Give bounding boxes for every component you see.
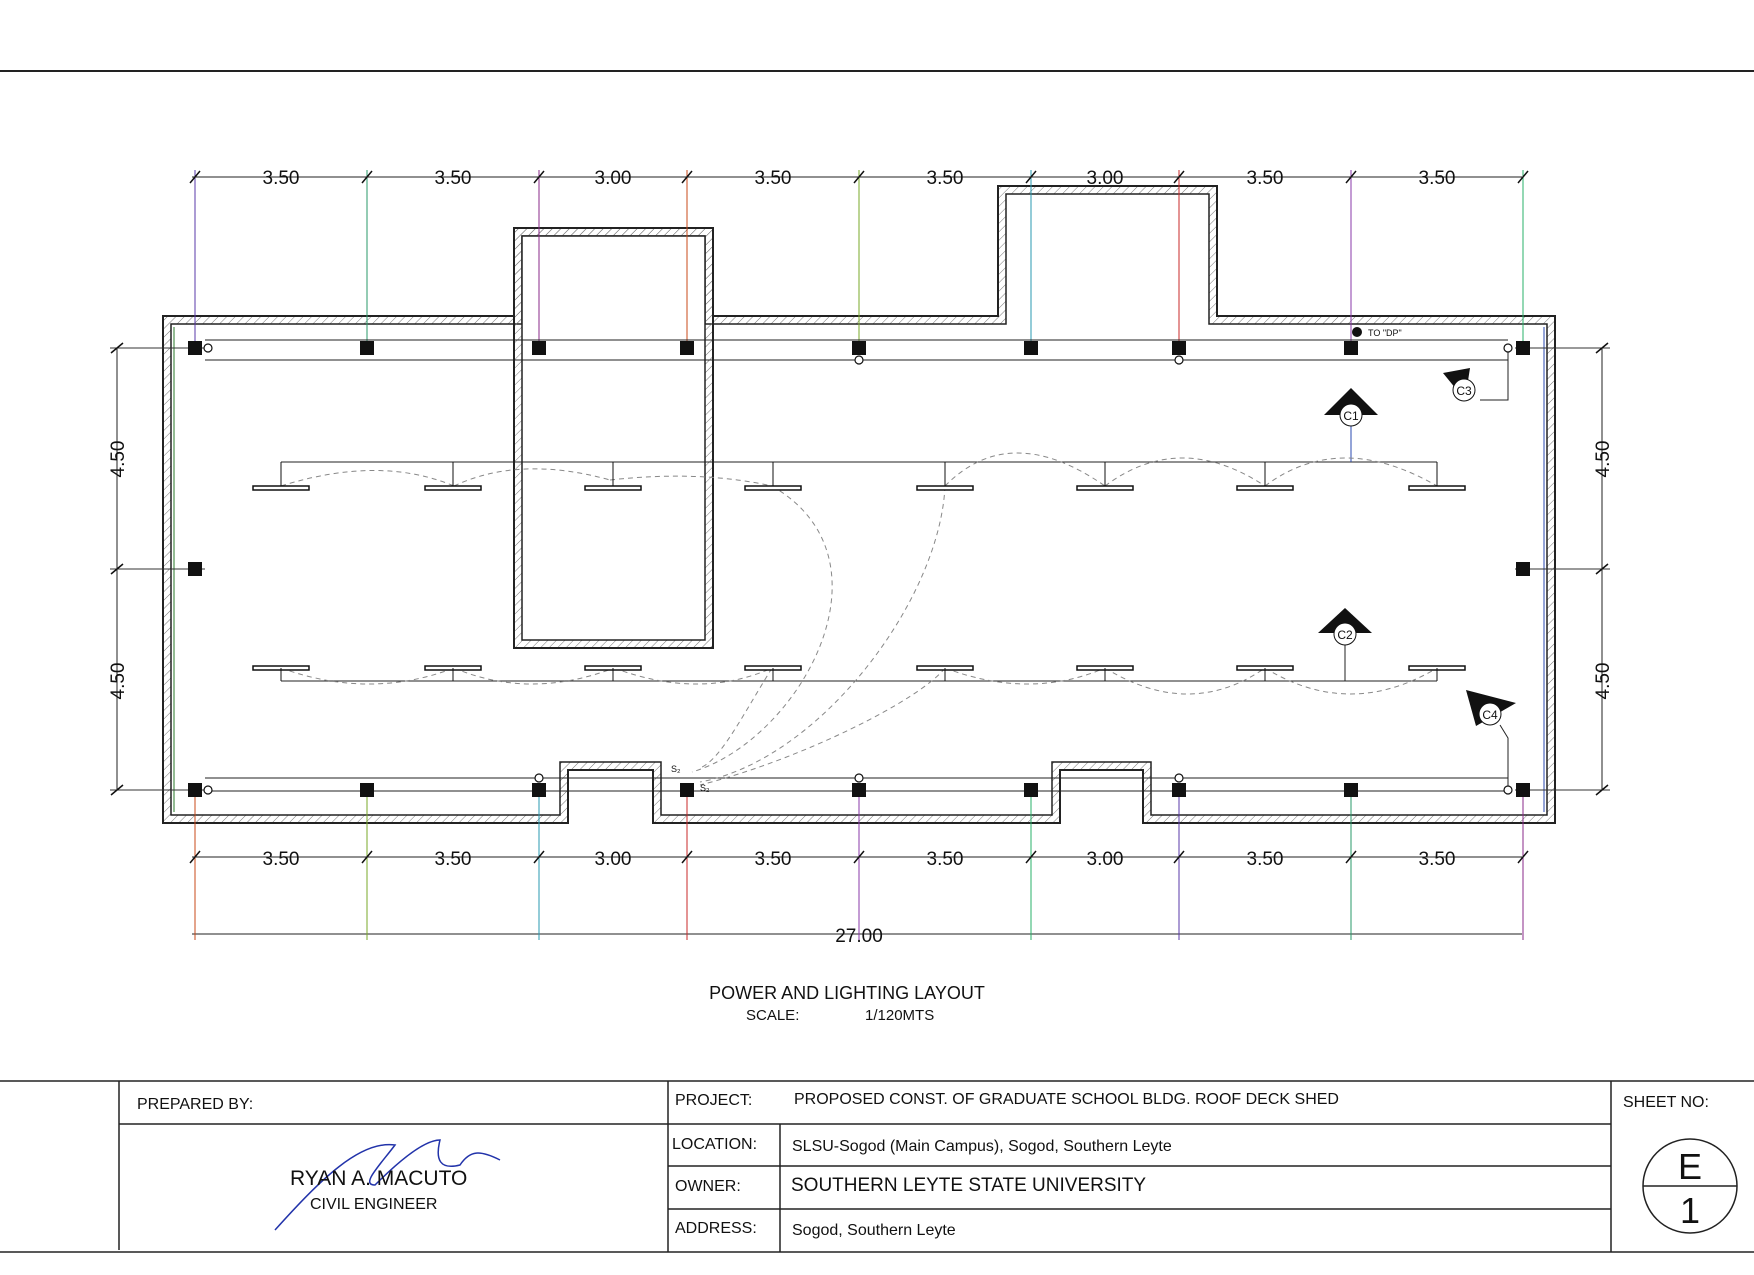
bottom-dim-7: 3.50 <box>1246 849 1284 870</box>
column-marker <box>852 341 866 355</box>
fluorescent-fixture <box>585 486 641 490</box>
prepared-by-label: PREPARED BY: <box>137 1096 254 1113</box>
outlet-icon <box>204 344 212 352</box>
right-dim-1: 4.50 <box>1593 440 1614 478</box>
panel-dot-icon <box>1352 327 1362 337</box>
address-value: Sogod, Southern Leyte <box>792 1222 956 1239</box>
fluorescent-fixture <box>1077 486 1133 490</box>
fluorescent-fixture <box>253 486 309 490</box>
circuit-c4-label: C4 <box>1482 708 1498 722</box>
engineer-name: RYAN A. MACUTO <box>290 1167 468 1190</box>
sheet-number: 1 <box>1679 1190 1701 1231</box>
engineer-title: CIVIL ENGINEER <box>310 1196 438 1213</box>
column-marker <box>188 562 202 576</box>
to-dp-label: TO "DP" <box>1368 328 1402 338</box>
top-dim-1: 3.50 <box>262 168 300 189</box>
outlet-icon <box>1175 774 1183 782</box>
circuit-c2-label: C2 <box>1337 628 1353 642</box>
outlet-icon <box>855 356 863 364</box>
bottom-dim-8: 3.50 <box>1418 849 1456 870</box>
top-dim-5: 3.50 <box>926 168 964 189</box>
right-dim-2: 4.50 <box>1593 662 1614 700</box>
bottom-dim-1: 3.50 <box>262 849 300 870</box>
owner-value: SOUTHERN LEYTE STATE UNIVERSITY <box>791 1175 1147 1196</box>
sheet-no-label: SHEET NO: <box>1623 1094 1709 1111</box>
project-value: PROPOSED CONST. OF GRADUATE SCHOOL BLDG. ROOF DECK SHED <box>794 1091 1339 1108</box>
column-marker <box>852 783 866 797</box>
outlet-icon <box>535 774 543 782</box>
column-marker <box>1516 562 1530 576</box>
column-marker <box>1344 783 1358 797</box>
fluorescent-fixture <box>1409 486 1465 490</box>
fluorescent-fixture <box>425 486 481 490</box>
bottom-dim-4: 3.50 <box>754 849 792 870</box>
top-dim-2: 3.50 <box>434 168 472 189</box>
column-marker <box>1516 783 1530 797</box>
top-dim-7: 3.50 <box>1246 168 1284 189</box>
fluorescent-fixture <box>1237 486 1293 490</box>
column-marker <box>1024 341 1038 355</box>
left-dim-1: 4.50 <box>108 440 129 478</box>
circuit-c3-label: C3 <box>1456 384 1472 398</box>
scale-label: SCALE: <box>746 1007 800 1024</box>
project-label: PROJECT: <box>675 1092 753 1109</box>
top-dim-3: 3.00 <box>594 168 632 189</box>
outlet-icon <box>855 774 863 782</box>
column-marker <box>1172 341 1186 355</box>
location-value: SLSU-Sogod (Main Campus), Sogod, Southern Leyte <box>792 1138 1172 1155</box>
owner-label: OWNER: <box>675 1178 741 1195</box>
column-marker <box>188 341 202 355</box>
column-marker <box>1344 341 1358 355</box>
column-marker <box>532 783 546 797</box>
outlet-icon <box>1504 344 1512 352</box>
left-dim-2: 4.50 <box>108 662 129 700</box>
switch-label-2: S₂ <box>700 783 710 793</box>
outlet-icon <box>1175 356 1183 364</box>
sheet-series: E <box>1677 1146 1702 1187</box>
top-dim-4: 3.50 <box>754 168 792 189</box>
switch-label-1: S₂ <box>671 764 681 774</box>
column-marker <box>360 783 374 797</box>
overall-dimension: 27.00 <box>835 926 883 947</box>
top-dim-6: 3.00 <box>1086 168 1124 189</box>
column-marker <box>1024 783 1038 797</box>
title-block <box>0 1080 1754 1250</box>
outlet-icon <box>1504 786 1512 794</box>
column-marker <box>532 341 546 355</box>
circuit-c1-label: C1 <box>1343 409 1359 423</box>
address-label: ADDRESS: <box>675 1220 757 1237</box>
column-marker <box>680 341 694 355</box>
drawing-title: POWER AND LIGHTING LAYOUT <box>709 983 985 1003</box>
bottom-dim-5: 3.50 <box>926 849 964 870</box>
location-label: LOCATION: <box>672 1136 758 1153</box>
bottom-dim-6: 3.00 <box>1086 849 1124 870</box>
fluorescent-fixture <box>745 486 801 490</box>
outlet-icon <box>204 786 212 794</box>
bottom-dim-3: 3.00 <box>594 849 632 870</box>
column-marker <box>1172 783 1186 797</box>
column-marker <box>680 783 694 797</box>
column-marker <box>360 341 374 355</box>
to-dp-marker <box>1352 327 1402 338</box>
scale-value: 1/120MTS <box>865 1007 935 1024</box>
top-dim-8: 3.50 <box>1418 168 1456 189</box>
column-marker <box>1516 341 1530 355</box>
bottom-dim-2: 3.50 <box>434 849 472 870</box>
column-marker <box>188 783 202 797</box>
fluorescent-fixture <box>917 486 973 490</box>
